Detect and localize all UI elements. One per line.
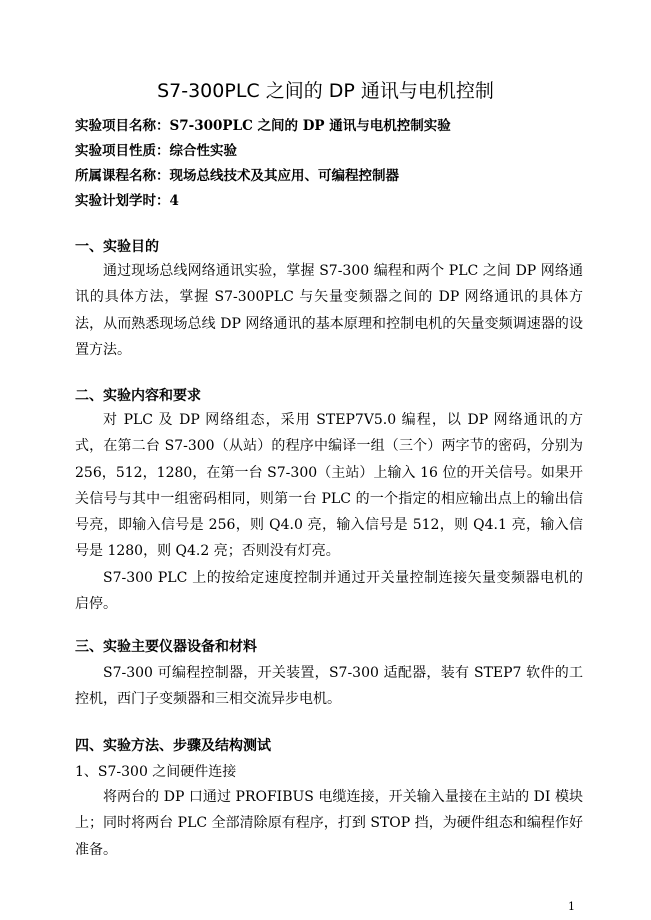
paragraph-equipment: S7-300 可编程控制器，开关装置，S7-300 适配器，装有 STEP7 软件的工控机，西门子变频器和三相交流异步电机。: [75, 665, 583, 708]
page-number: 1: [568, 900, 575, 913]
meta-value: 现场总线技术及其应用、可编程控制器: [169, 168, 399, 184]
meta-project-type: [75, 141, 595, 161]
section-heading-purpose: 一、实验目的: [75, 239, 159, 255]
meta-value: S7-300PLC 之间的 DP 通讯与电机控制实验: [169, 118, 451, 134]
meta-course-name: [75, 166, 595, 186]
paragraph-content-1: 对 PLC 及 DP 网络组态，采用 STEP7V5.0 编程，以 DP 网络通讯的方式，在第二台 S7-300（从站）的程序中编译一组（三个）两字节的密码，分别为 256，512，1280，在第一台 S7-300（主站）上输入 16 位的开关信号。如果开关信号与其中一组密码相同，则第一台 PLC 的一个指定的相应输出点上的输出信号亮，即输入信号是 256，则 Q4.0 亮，输入信号是 512，则 Q4.1 亮，输入信号是 1280，则 Q4.2 亮；否则没有灯亮。: [75, 412, 583, 560]
paragraph-purpose: 通过现场总线网络通讯实验，掌握 S7-300 编程和两个 PLC 之间 DP 网络通讯的具体方法，掌握 S7-300PLC 与矢量变频器之间的 DP 网络通讯的具体方法，从而熟悉现场总线 DP 网络通讯的基本原理和控制电机的矢量变频调速器的设置方法。: [75, 263, 583, 358]
paragraph-hardware: 将两台的 DP 口通过 PROFIBUS 电缆连接，开关输入量接在主站的 DI 模块上；同时将两台 PLC 全部清除原有程序，打到 STOP 挡，为硬件组态和编程作好准备。: [75, 789, 583, 858]
meta-project-name: [75, 116, 595, 136]
meta-planned-hours: [75, 191, 595, 211]
meta-value: 综合性实验: [169, 143, 237, 159]
section-heading-methods: 四、实验方法、步骤及结构测试: [75, 738, 271, 754]
document-title: S7-300PLC 之间的 DP 通讯与电机控制: [157, 80, 494, 102]
section-heading-equipment: 三、实验主要仪器设备和材料: [75, 639, 257, 655]
meta-label: 实验计划学时：: [75, 193, 170, 209]
subsection-heading-hardware: 1、S7-300 之间硬件连接: [75, 764, 237, 780]
paragraph-content-2: S7-300 PLC 上的按给定速度控制并通过开关量控制连接矢量变频器电机的启停。: [75, 570, 583, 613]
meta-value: 4: [169, 193, 179, 209]
meta-label: 实验项目性质：: [75, 143, 170, 159]
meta-label: 所属课程名称：: [75, 168, 170, 184]
meta-label: 实验项目名称：: [75, 118, 170, 134]
section-heading-content: 二、实验内容和要求: [75, 388, 201, 404]
